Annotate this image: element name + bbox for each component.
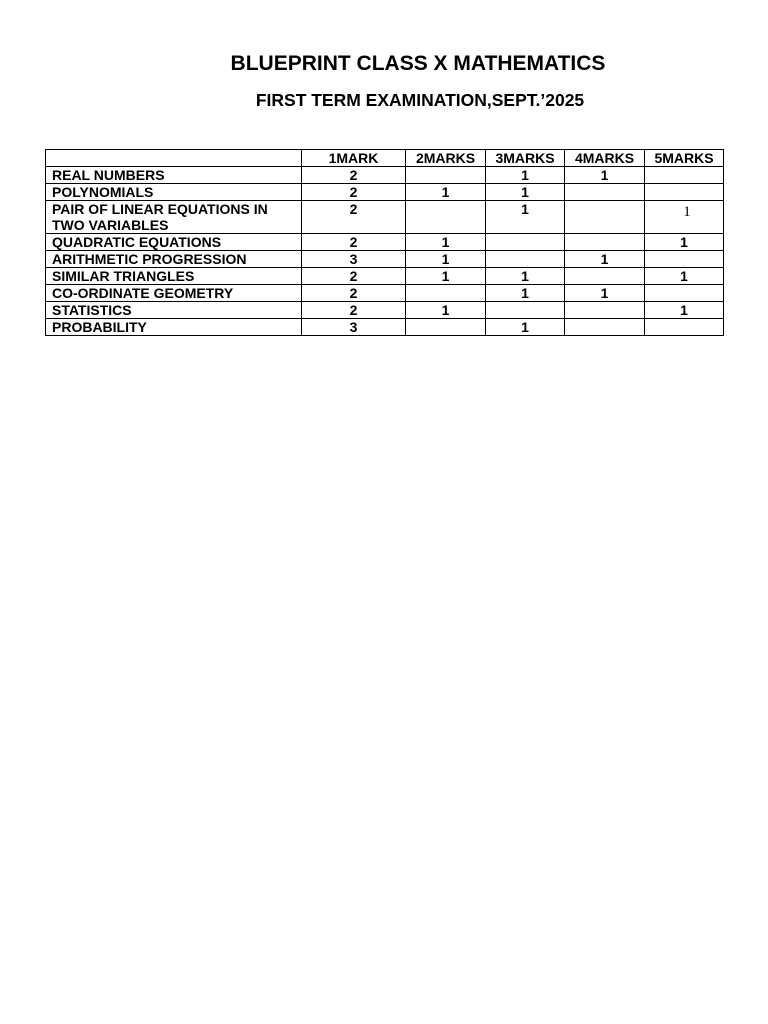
document-subtitle: FIRST TERM EXAMINATION,SEPT.’2025 [255, 90, 585, 110]
blueprint-table [45, 149, 724, 336]
column-header-2marks: 2MARKS [406, 150, 486, 167]
row-topic: CO-ORDINATE GEOMETRY [46, 285, 302, 302]
table-row [46, 319, 724, 336]
cell-4marks [565, 234, 645, 251]
cell-3marks: 1 [486, 285, 565, 302]
cell-4marks [565, 184, 645, 201]
row-topic: STATISTICS [46, 302, 302, 319]
row-topic: ARITHMETIC PROGRESSION [46, 251, 302, 268]
cell-2marks [406, 201, 486, 234]
document-title: BLUEPRINT CLASS X MATHEMATICS [230, 52, 606, 75]
cell-1mark: 2 [302, 285, 406, 302]
cell-3marks: 1 [486, 167, 565, 184]
cell-3marks [486, 302, 565, 319]
table-row [46, 285, 724, 302]
cell-4marks [565, 302, 645, 319]
row-topic: POLYNOMIALS [46, 184, 302, 201]
cell-2marks [406, 319, 486, 336]
cell-5marks [645, 201, 724, 234]
column-header-topic [46, 150, 302, 167]
cell-4marks [565, 319, 645, 336]
cell-3marks [486, 251, 565, 268]
cell-5marks [645, 319, 724, 336]
row-topic: QUADRATIC EQUATIONS [46, 234, 302, 251]
table-row [46, 184, 724, 201]
cell-2marks: 1 [406, 302, 486, 319]
cell-3marks [486, 234, 565, 251]
table-row [46, 234, 724, 251]
table-row [46, 251, 724, 268]
cell-1mark: 3 [302, 319, 406, 336]
table-row [46, 268, 724, 285]
cell-3marks: 1 [486, 319, 565, 336]
cell-1mark: 2 [302, 201, 406, 234]
cell-1mark: 2 [302, 302, 406, 319]
cell-4marks [565, 268, 645, 285]
cell-5marks [645, 184, 724, 201]
row-topic: SIMILAR TRIANGLES [46, 268, 302, 285]
column-header-4marks: 4MARKS [565, 150, 645, 167]
cell-4marks: 1 [565, 167, 645, 184]
cell-2marks: 1 [406, 234, 486, 251]
column-header-5marks: 5MARKS [645, 150, 724, 167]
cell-2marks: 1 [406, 251, 486, 268]
column-header-3marks: 3MARKS [486, 150, 565, 167]
cell-3marks: 1 [486, 268, 565, 285]
row-topic: REAL NUMBERS [46, 167, 302, 184]
cell-3marks: 1 [486, 184, 565, 201]
cell-1mark: 2 [302, 268, 406, 285]
cell-2marks: 1 [406, 268, 486, 285]
cell-2marks: 1 [406, 184, 486, 201]
cell-1mark: 2 [302, 234, 406, 251]
cell-5marks: 1 [645, 268, 724, 285]
table-header-row [46, 150, 724, 167]
table-row [46, 201, 724, 234]
cell-5marks [645, 251, 724, 268]
cell-3marks: 1 [486, 201, 565, 234]
column-header-1mark: 1MARK [302, 150, 406, 167]
row-topic: PROBABILITY [46, 319, 302, 336]
table-row [46, 302, 724, 319]
cell-5marks [645, 285, 724, 302]
cell-5marks-value: 1 [683, 204, 691, 220]
table-row [46, 167, 724, 184]
row-topic: PAIR OF LINEAR EQUATIONS IN TWO VARIABLES [46, 201, 302, 234]
cell-5marks: 1 [645, 302, 724, 319]
cell-4marks: 1 [565, 285, 645, 302]
cell-2marks [406, 167, 486, 184]
cell-4marks: 1 [565, 251, 645, 268]
cell-5marks: 1 [645, 234, 724, 251]
cell-1mark: 2 [302, 184, 406, 201]
cell-1mark: 3 [302, 251, 406, 268]
cell-2marks [406, 285, 486, 302]
cell-5marks [645, 167, 724, 184]
cell-1mark: 2 [302, 167, 406, 184]
cell-4marks [565, 201, 645, 234]
